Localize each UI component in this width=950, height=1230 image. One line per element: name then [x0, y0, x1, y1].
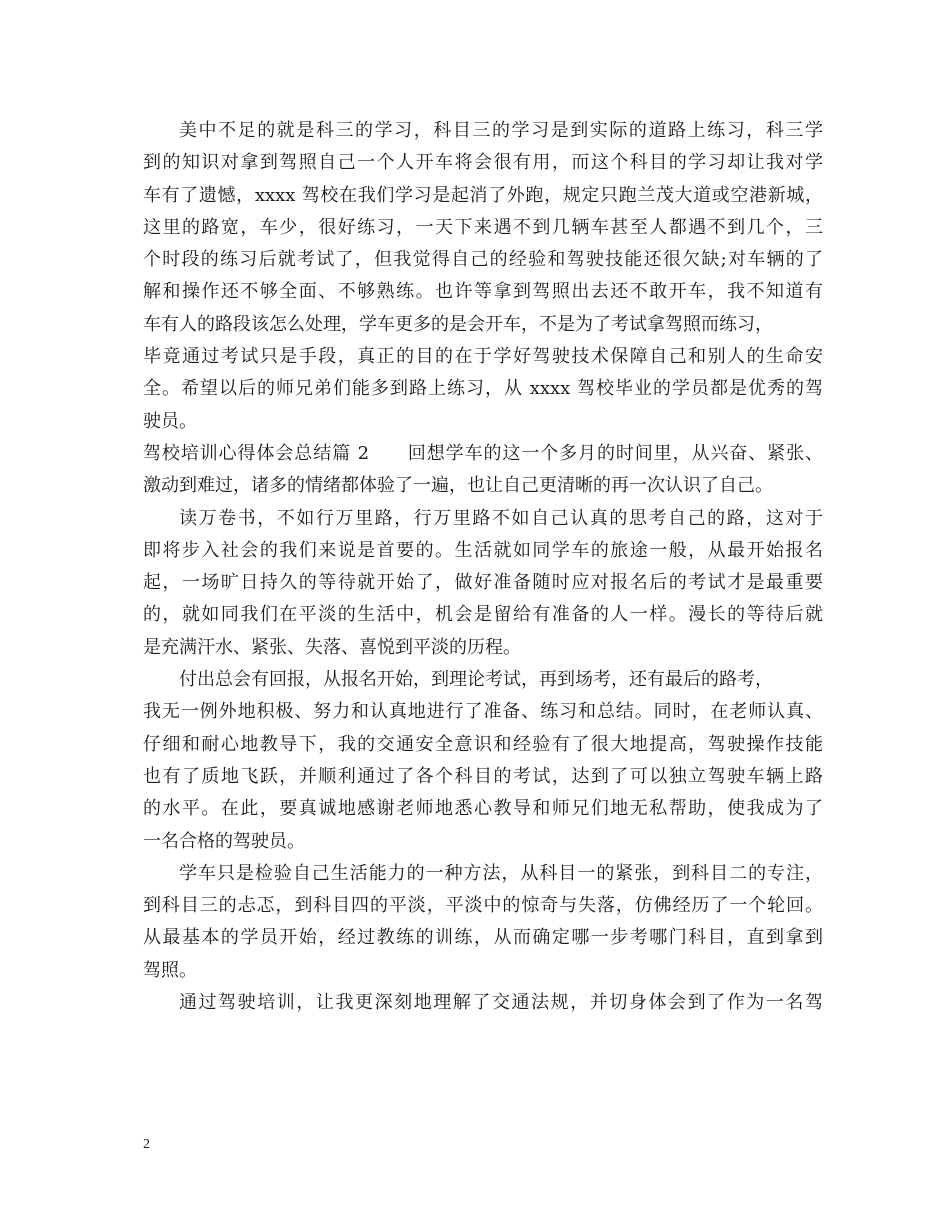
text-line: 一名合格的驾驶员。 [143, 830, 305, 852]
text-line: 我无一例外地积极、努力和认真地进行了准备、练习和总结。同时，在老师认真、 [143, 701, 823, 723]
document-body [143, 115, 823, 1019]
text-line: 驾照。 [143, 959, 197, 981]
text-line: 通过驾驶培训，让我更深刻地理解了交通法规，并切身体会到了作为一名驾 [179, 992, 823, 1014]
text-line: 仔细和耐心地教导下，我的交通安全意识和经验有了很大地提高，驾驶操作技能 [143, 733, 823, 755]
text-line: 的，就如同我们在平淡的生活中，机会是留给有准备的人一样。漫长的等待后就 [143, 604, 823, 626]
text-line: 到的知识对拿到驾照自己一个人开车将会很有用，而这个科目的学习却让我对学 [143, 152, 823, 174]
text-line: 毕竟通过考试只是手段，真正的目的在于学好驾驶技术保障自己和别人的生命安 [143, 346, 823, 368]
page-number: 2 [143, 1137, 150, 1152]
text-line: 驾校培训心得体会总结篇 2 回想学车的这一个多月的时间里，从兴奋、紧张、 [143, 442, 823, 464]
text-line: 驶员。 [143, 410, 197, 432]
text-line: 到科目三的忐忑，到科目四的平淡，平淡中的惊奇与失落，仿佛经历了一个轮回。 [143, 895, 823, 917]
text-line: 解和操作还不够全面、不够熟练。也许等拿到驾照出去还不敢开车，我不知道有 [143, 281, 823, 303]
text-line: 学车只是检验自己生活能力的一种方法，从科目一的紧张，到科目二的专注， [179, 862, 823, 884]
text-line: 从最基本的学员开始，经过教练的训练，从而确定哪一步考哪门科目，直到拿到 [143, 927, 823, 949]
text-line: 即将步入社会的我们来说是首要的。生活就如同学车的旅途一般，从最开始报名 [143, 539, 823, 561]
text-line: 全。希望以后的师兄弟们能多到路上练习，从 xxxx 驾校毕业的学员都是优秀的驾 [143, 378, 823, 400]
text-line: 美中不足的就是科三的学习，科目三的学习是到实际的道路上练习，科三学 [179, 120, 823, 141]
text-line: 个时段的练习后就考试了，但我觉得自己的经验和驾驶技能还很欠缺;对车辆的了 [143, 249, 823, 271]
text-line: 起，一场旷日持久的等待就开始了，做好准备随时应对报名后的考试才是最重要 [143, 572, 823, 594]
text-line: 的水平。在此，要真诚地感谢老师地悉心教导和师兄们地无私帮助，使我成为了 [143, 798, 823, 820]
text-line: 车有人的路段该怎么处理，学车更多的是会开车，不是为了考试拿驾照而练习， [143, 313, 773, 335]
text-line: 是充满汗水、紧张、失落、喜悦到平淡的历程。 [143, 636, 521, 658]
text-line: 车有了遗憾，xxxx 驾校在我们学习是起消了外跑，规定只跑兰茂大道或空港新城， [143, 184, 823, 206]
text-line: 这里的路宽，车少，很好练习，一天下来遇不到几辆车甚至人都遇不到几个，三 [143, 216, 823, 238]
text-line: 读万卷书，不如行万里路，行万里路不如自己认真的思考自己的路，这对于 [179, 507, 823, 529]
text-line: 付出总会有回报，从报名开始，到理论考试，再到场考，还有最后的路考， [179, 669, 773, 691]
text-line: 激动到难过，诸多的情绪都体验了一遍，也让自己更清晰的再一次认识了自己。 [143, 475, 773, 497]
text-line: 也有了质地飞跃，并顺利通过了各个科目的考试，达到了可以独立驾驶车辆上路 [143, 765, 823, 787]
